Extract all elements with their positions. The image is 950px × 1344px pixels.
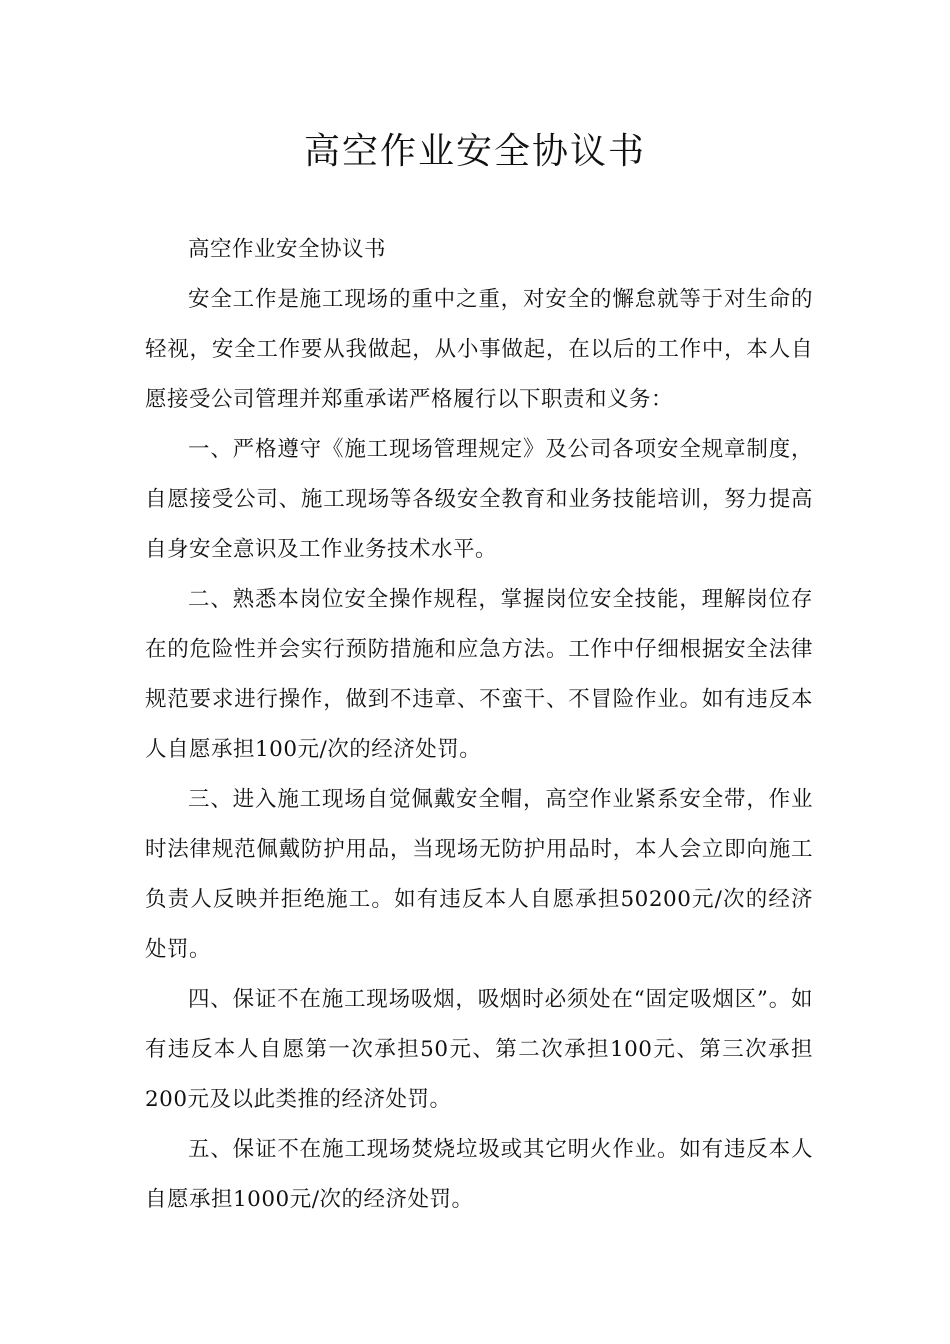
paragraph-clause-3: 三、进入施工现场自觉佩戴安全帽，高空作业紧系安全带，作业时法律规范佩戴防护用品，当现场无防护用品时，本人会立即向施工负责人反映并拒绝施工。如有违反本人自愿承担50200元/次的经济处罚。 [145,787,813,962]
paragraph-clause-1: 一、严格遵守《施工现场管理规定》及公司各项安全规章制度，自愿接受公司、施工现场等各级安全教育和业务技能培训，努力提高自身安全意识及工作业务技术水平。 [145,437,813,562]
paragraph-clause-2: 二、熟悉本岗位安全操作规程，掌握岗位安全技能，理解岗位存在的危险性并会实行预防措施和应急方法。工作中仔细根据安全法律规范要求进行操作，做到不违章、不蛮干、不冒险作业。如有违反本人自愿承担100元/次的经济处罚。 [145,587,813,762]
paragraph-intro: 安全工作是施工现场的重中之重，对安全的懈怠就等于对生命的轻视，安全工作要从我做起，从小事做起，在以后的工作中，本人自愿接受公司管理并郑重承诺严格履行以下职责和义务： [145,287,813,412]
document-title: 高空作业安全协议书 [303,131,646,172]
paragraph-clause-4: 四、保证不在施工现场吸烟，吸烟时必须处在“固定吸烟区”。如有违反本人自愿第一次承担50元、第二次承担100元、第三次承担200元及以此类推的经济处罚。 [145,987,813,1112]
paragraph-clause-5: 五、保证不在施工现场焚烧垃圾或其它明火作业。如有违反本人自愿承担1000元/次的经济处罚。 [145,1137,813,1212]
paragraph-subtitle: 高空作业安全协议书 [188,237,387,262]
document-body [145,225,813,1225]
